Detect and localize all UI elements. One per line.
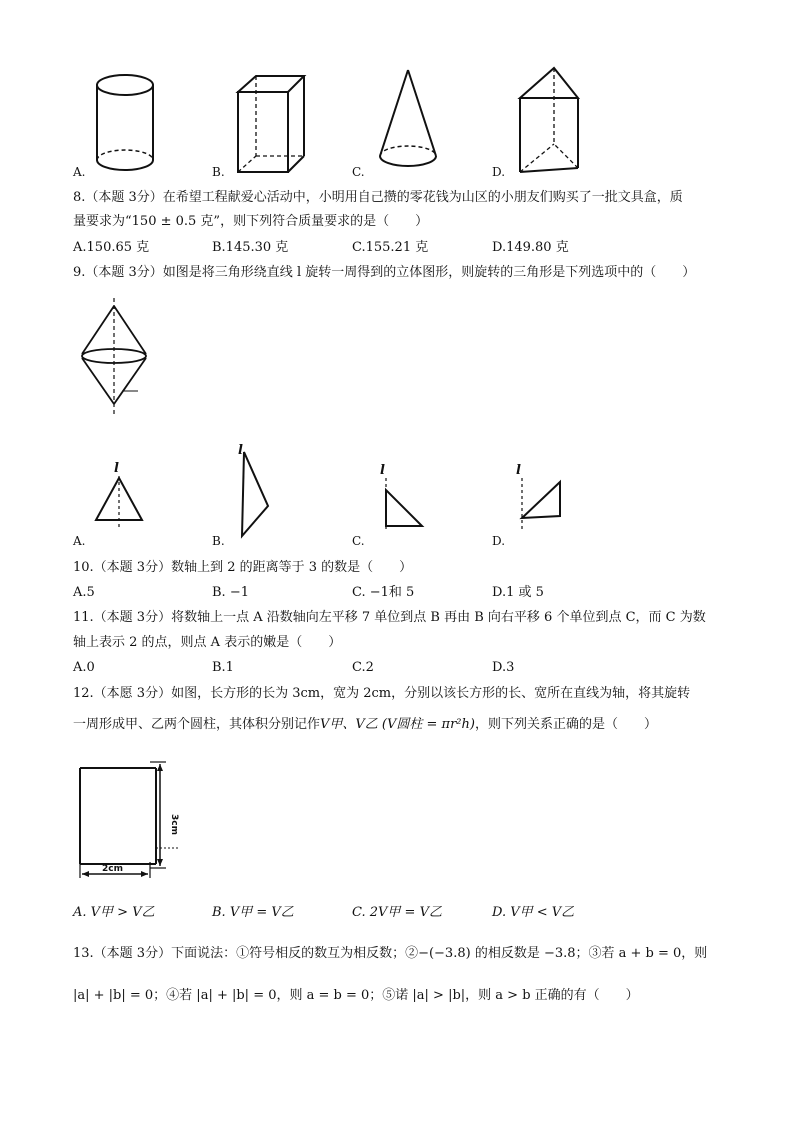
q12-width-label: 2cm [102,864,123,874]
q8-option-b[interactable]: B.145.30 克 [212,240,289,255]
double-cone-figure [76,298,156,420]
q7-option-d-label[interactable]: D. [492,165,506,179]
q11-option-c[interactable]: C.2 [352,660,374,675]
q9-option-d-label[interactable]: D. [492,534,506,548]
q11-option-d[interactable]: D.3 [492,660,515,675]
q10-option-c[interactable]: C. −1和 5 [352,585,415,600]
svg-text:l: l [516,463,521,478]
q10-option-a[interactable]: A.5 [73,585,95,600]
q11-option-b[interactable]: B.1 [212,660,234,675]
svg-text:l: l [380,463,385,478]
q7-option-b-label[interactable]: B. [212,165,225,179]
cone-figure [372,68,444,178]
q9-option-a-label[interactable]: A. [73,534,86,548]
cuboid-figure [232,72,312,182]
q11-stem-line1: 11.（本题 3分）将数轴上一点 A 沿数轴向左平移 7 单位到点 B 再由 B 向右平移 6 个单位到点 C，而 C 为数 [73,610,706,625]
q8-option-d[interactable]: D.149.80 克 [492,240,569,255]
cylinder-figure [90,70,160,180]
q8-option-a[interactable]: A.150.65 克 [73,240,150,255]
q12-stem-line1: 12.（本愿 3分）如图，长方形的长为 3cm，宽为 2cm，分别以该长方形的长、宽所在直线为轴，将其旋转 [73,686,691,701]
q8-stem-line2: 量要求为“150 ± 0.5 克”，则下列符合质量要求的是（ ） [73,214,429,229]
q7-option-c-label[interactable]: C. [352,165,365,179]
svg-text:l: l [238,443,243,458]
q9-option-c-label[interactable]: C. [352,534,365,548]
triangular-prism-figure [512,64,586,176]
rectangle-figure [76,758,186,884]
q10-option-d[interactable]: D.1 或 5 [492,585,544,600]
q11-option-a[interactable]: A.0 [73,660,95,675]
q11-stem-line2: 轴上表示 2 的点，则点 A 表示的嫩是（ ） [73,635,342,650]
q9-option-b-label[interactable]: B. [212,534,225,548]
svg-text:l: l [114,461,119,476]
q8-stem-line1: 8.（本题 3分）在希望工程献爱心活动中，小明用自己攒的零花钱为山区的小朋友们购买了一批文具盒，质 [73,190,683,205]
q12-stem-line2-start: 一周形成甲、乙两个圆柱，其体积分别记作 [73,717,321,732]
q12-stem-line2-end: ，则下列关系正确的是（ ） [474,717,657,732]
q8-option-c[interactable]: C.155.21 克 [352,240,429,255]
q12-option-d[interactable]: D. V甲 < V乙 [492,905,575,920]
q10-stem-line1: 10.（本题 3分）数轴上到 2 的距离等于 3 的数是（ ） [73,560,413,575]
q12-option-c[interactable]: C. 2V甲 = V乙 [352,905,442,920]
q9-option-c-figure [376,462,428,532]
q12-volume-formula: V甲、V乙 (V圆柱 = πr²h) [320,717,475,732]
q7-option-a-label[interactable]: A. [73,165,86,179]
q13-stem-line1: 13.（本题 3分）下面说法：①符号相反的数互为相反数；②−(−3.8) 的相反数是 −3.8；③若 a + b = 0，则 [73,946,708,961]
q9-stem-line1: 9.（本题 3分）如图是将三角形绕直线 l 旋转一周得到的立体图形，则旋转的三角形是下列选项中的（ ） [73,265,696,280]
q10-option-b[interactable]: B. −1 [212,585,249,600]
q9-option-b-figure [234,440,278,538]
q9-option-a-figure [92,462,152,532]
q12-length-label: 3cm [169,814,179,835]
q12-option-a[interactable]: A. V甲 > V乙 [73,905,155,920]
q13-stem-line2: |a| + |b| = 0；④若 |a| + |b| = 0，则 a = b = 0；⑤诺 |a| > |b|，则 a > b 正确的有（ ） [73,988,639,1003]
q12-option-b[interactable]: B. V甲 = V乙 [212,905,294,920]
q9-option-d-figure [514,462,566,532]
